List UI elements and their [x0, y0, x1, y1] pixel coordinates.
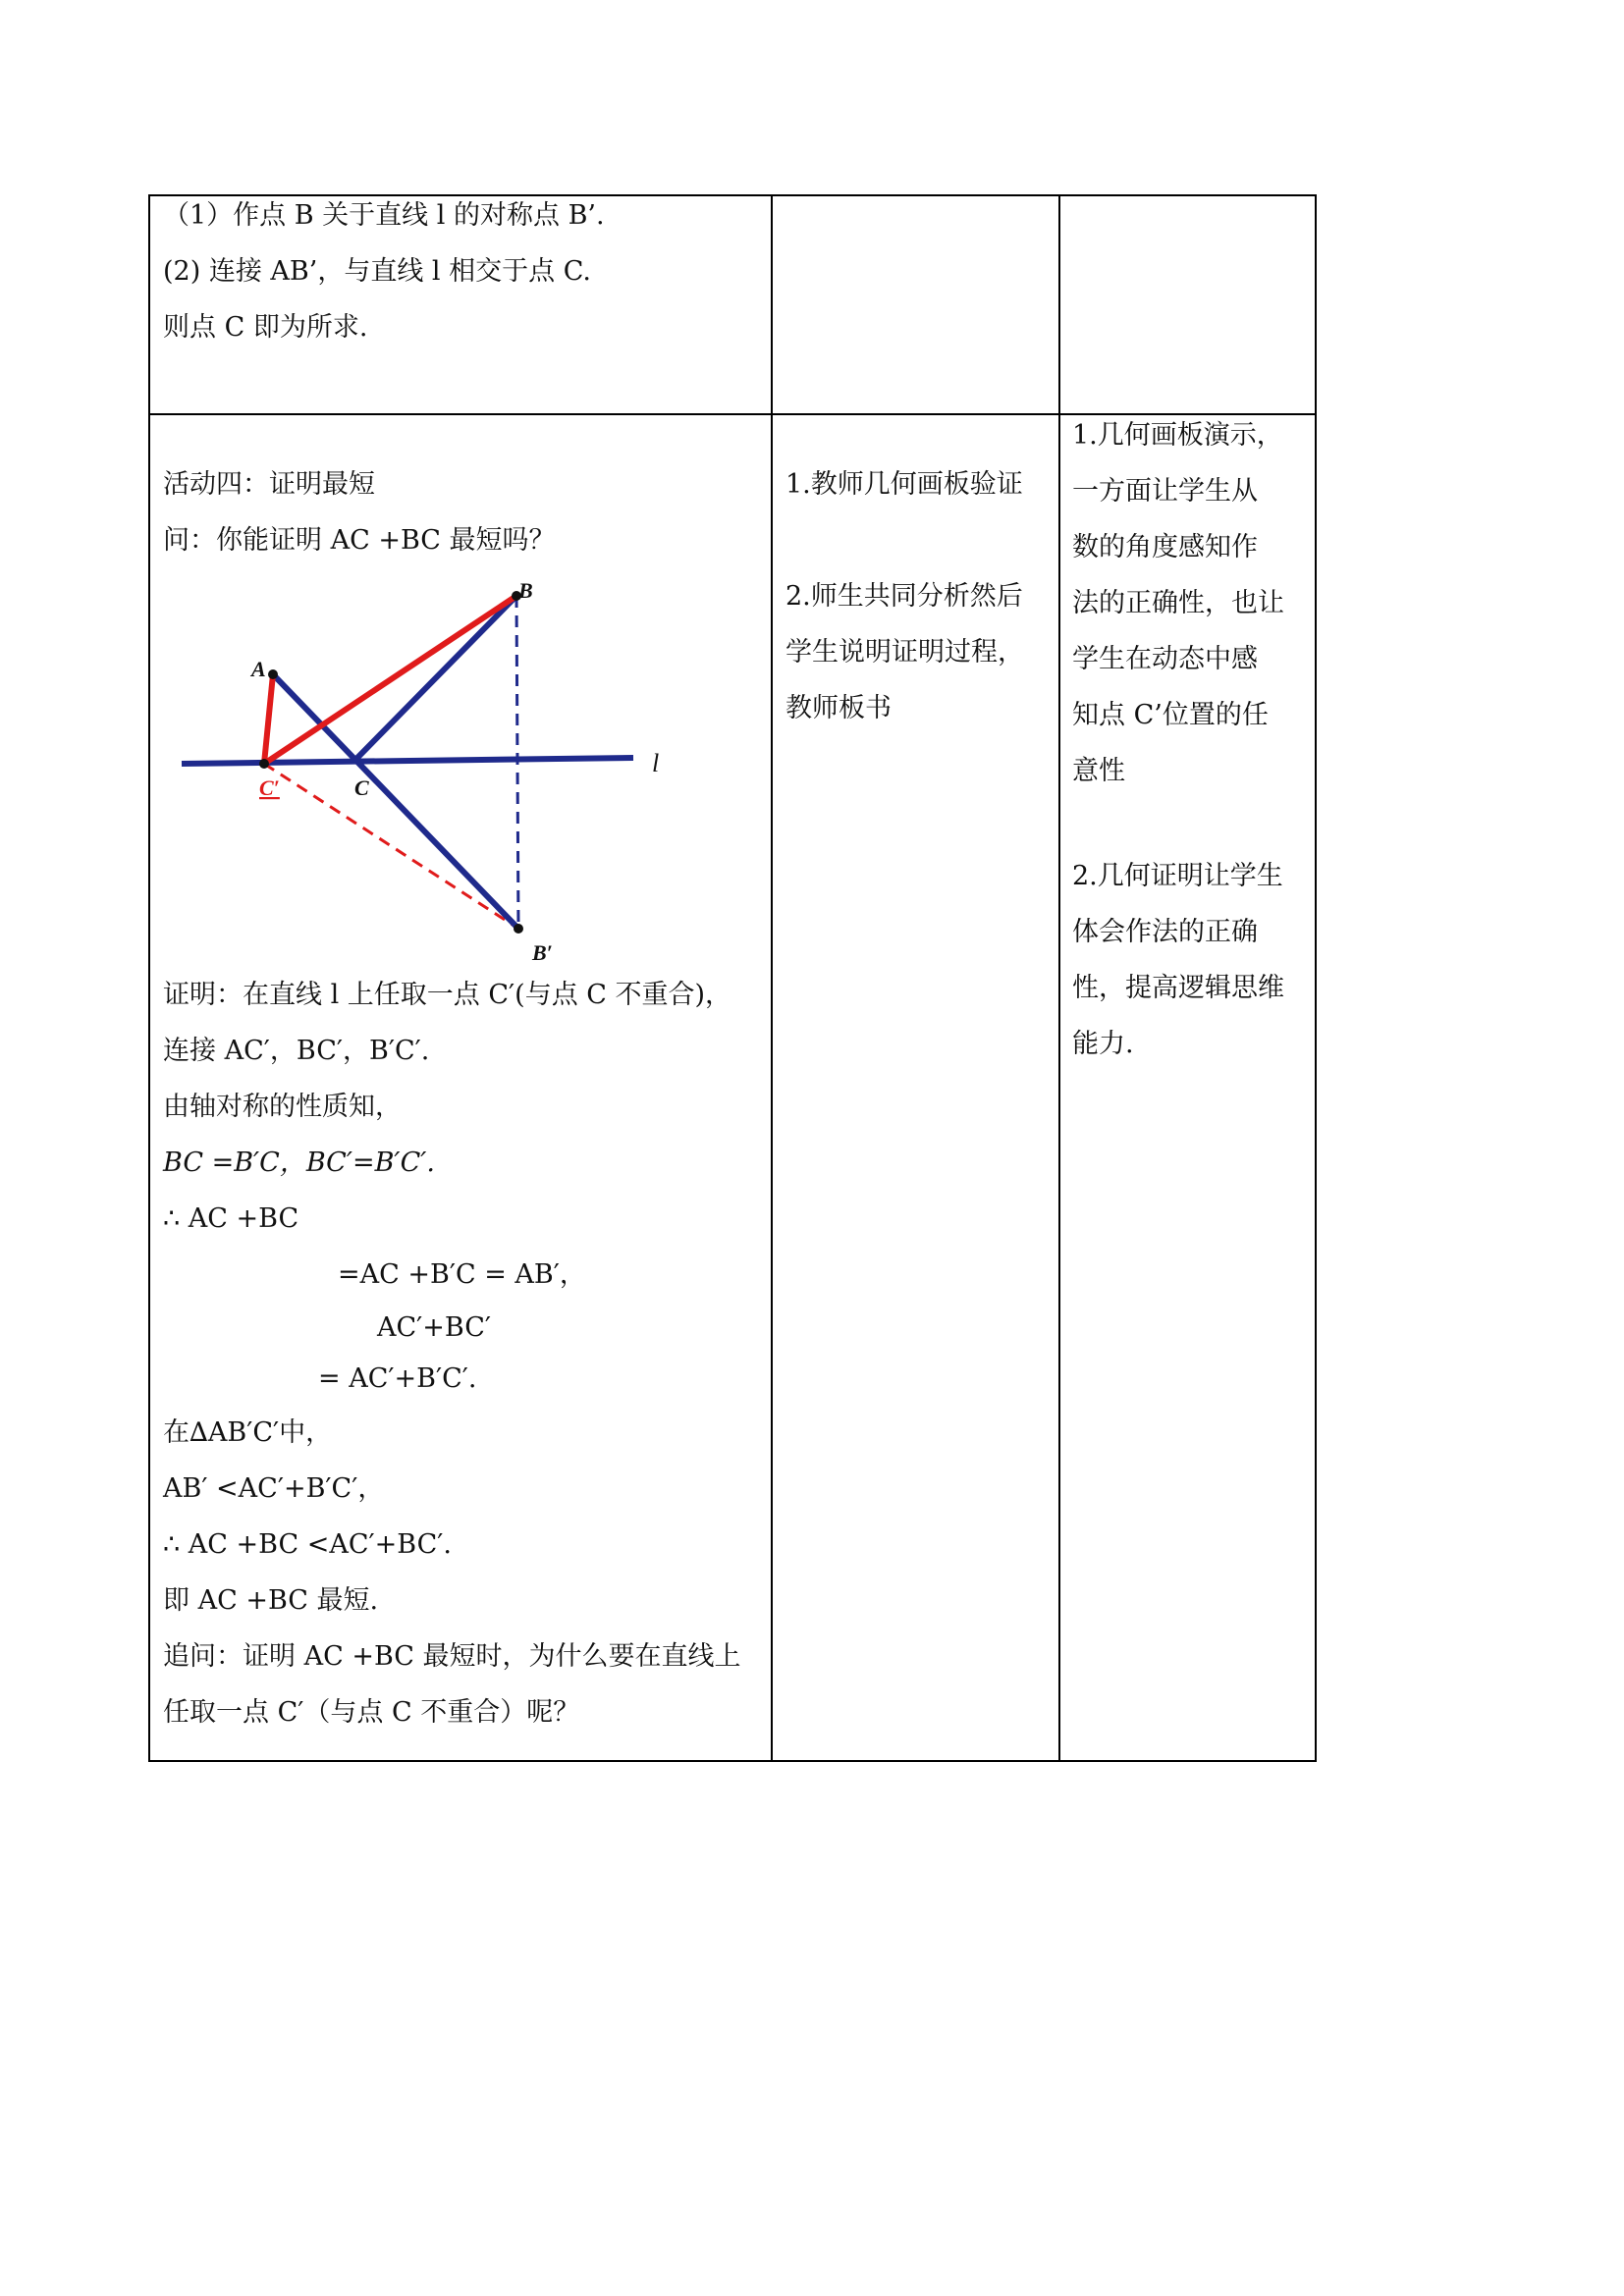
- design-intent-line: [1072, 799, 1284, 848]
- label-b: B: [518, 578, 533, 603]
- label-c: C: [354, 775, 369, 800]
- line-l: [182, 758, 633, 764]
- teacher-activity-line: 学生说明证明过程，: [785, 637, 1024, 667]
- point-a: [268, 669, 278, 679]
- proof-line: ∴ AC +BC <AC′+BC′.: [163, 1529, 452, 1560]
- design-intent-line: 2.几何证明让学生: [1072, 861, 1283, 891]
- proof-line: 即 AC +BC 最短.: [163, 1585, 379, 1616]
- proof-line: BC =B′C，BC′=B′C′.: [163, 1148, 435, 1178]
- design-intent-line: 意性: [1072, 756, 1125, 786]
- row2-middle-cell: [785, 456, 1024, 736]
- segment-a-c-prime: [264, 674, 273, 764]
- design-intent-line: 性，提高逻辑思维: [1072, 973, 1284, 1003]
- label-a: A: [251, 657, 266, 681]
- design-intent-line: 法的正确性，也让: [1072, 588, 1284, 618]
- construction-step-2: (2) 连接 AB’，与直线 l 相交于点 C.: [163, 256, 591, 287]
- row2-left-header: [163, 456, 556, 568]
- teacher-activity-line: 1.教师几何画板验证: [785, 469, 1023, 500]
- segment-c-prime-b-prime: [264, 764, 518, 929]
- label-c-prime: C′: [259, 775, 280, 800]
- geometry-figure: [167, 574, 687, 967]
- proof-line: 由轴对称的性质知，: [163, 1092, 402, 1122]
- teacher-activity-line: 2.师生共同分析然后: [785, 581, 1023, 612]
- row2-right-cell: [1072, 407, 1284, 1072]
- table-col-divider-1: [771, 194, 773, 1762]
- point-b-prime: [514, 924, 523, 934]
- design-intent-line: 数的角度感知作: [1072, 532, 1258, 562]
- teacher-activity-line: 教师板书: [785, 693, 892, 723]
- table-col-divider-2: [1058, 194, 1060, 1762]
- design-intent-line: 一方面让学生从: [1072, 476, 1258, 507]
- design-intent-line: 能力.: [1072, 1029, 1134, 1059]
- segment-c-b: [354, 596, 516, 761]
- label-b-prime: B′: [532, 940, 553, 965]
- proof-line: 任取一点 C′（与点 C 不重合）呢？: [163, 1697, 580, 1728]
- segment-bb-prime: [516, 596, 518, 929]
- table-border-bottom: [148, 1760, 1317, 1762]
- activity-title: 活动四：证明最短: [163, 469, 375, 500]
- label-line-l: l: [652, 749, 660, 777]
- design-intent-line: 学生在动态中感: [1072, 644, 1258, 674]
- proof-line: AB′ <AC′+B′C′，: [163, 1473, 385, 1504]
- point-c-prime: [259, 759, 269, 769]
- proof-line: 连接 AC′，BC′，B′C′.: [163, 1036, 430, 1066]
- construction-step-1: （1）作点 B 关于直线 l 的对称点 B’.: [163, 200, 605, 231]
- design-intent-line: 1.几何画板演示，: [1072, 420, 1283, 451]
- table-border-left: [148, 194, 150, 1762]
- table-border-right: [1315, 194, 1317, 1762]
- segment-a-b-prime: [273, 674, 518, 929]
- proof-line: 追问：证明 AC +BC 最短时，为什么要在直线上: [163, 1641, 741, 1672]
- design-intent-line: 知点 C’位置的任: [1072, 700, 1269, 730]
- row1-left-cell: [163, 187, 605, 355]
- proof-line: =AC +B′C = AB′，: [338, 1259, 586, 1290]
- proof-line: ∴ AC +BC: [163, 1203, 299, 1234]
- segment-c-prime-b: [264, 596, 516, 764]
- proof-line: AC′+BC′: [377, 1312, 492, 1343]
- proof-line: 证明：在直线 l 上任取一点 C′(与点 C 不重合)，: [163, 980, 732, 1010]
- question-text: 问：你能证明 AC +BC 最短吗？: [163, 525, 556, 556]
- proof-line: 在∆AB′C′中，: [163, 1417, 333, 1448]
- teacher-activity-line: [785, 512, 1024, 568]
- design-intent-line: 体会作法的正确: [1072, 917, 1258, 947]
- proof-line: = AC′+B′C′.: [318, 1363, 477, 1394]
- proof-block: [163, 967, 741, 1740]
- construction-conclusion: 则点 C 即为所求.: [163, 312, 368, 343]
